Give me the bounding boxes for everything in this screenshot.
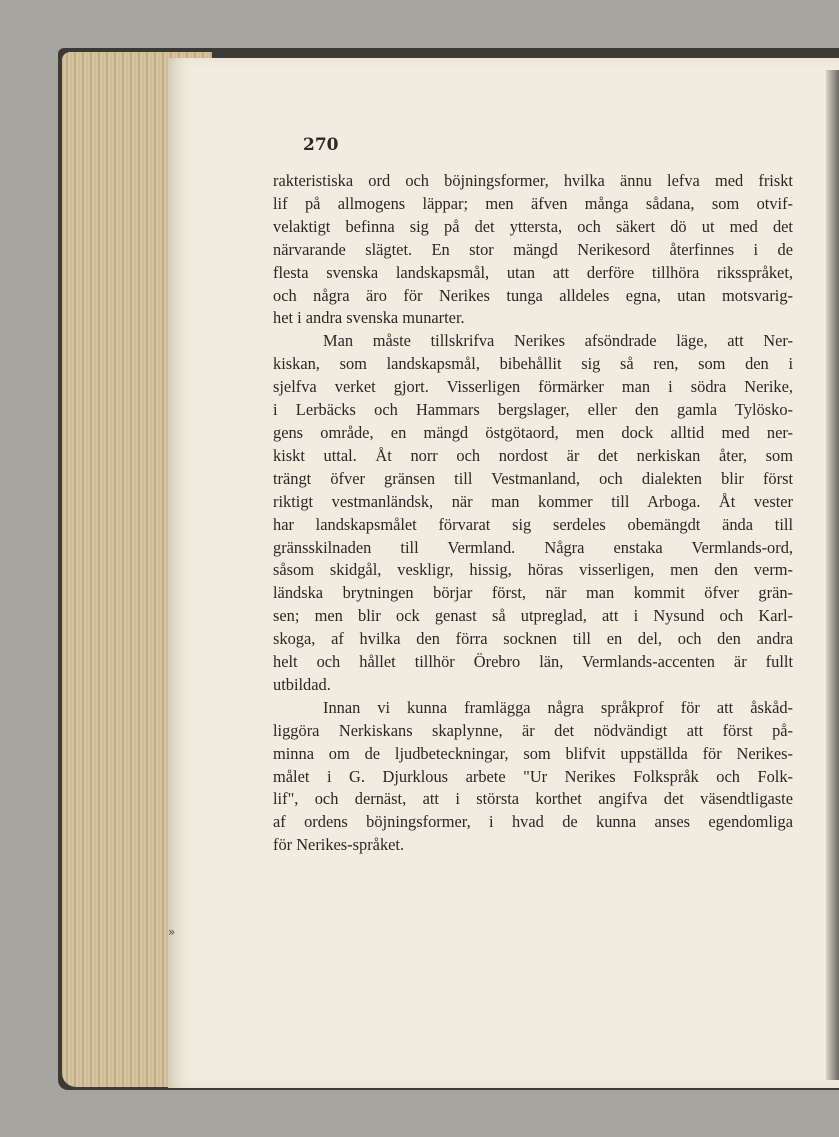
text-line: i Lerbäcks och Hammars bergslager, eller den gamla Tylösko- [273, 400, 793, 420]
text-line: rakteristiska ord och böjningsformer, hvilka ännu lefva med friskt [273, 171, 793, 190]
text-line: målet i G. Djurklous arbete "Ur Nerikes Folkspråk och Folk- [273, 766, 793, 786]
body-text [273, 170, 793, 857]
text-line: flesta svenska landskapsmål, utan att derföre tillhöra riksspråket, [273, 262, 793, 282]
text-line: Innan vi kunna framlägga några språkprof för att åskåd- [323, 697, 793, 717]
text-line: gens område, en mängd östgötaord, men dock alltid med ner- [273, 422, 793, 442]
text-line: sjelfva verket gjort. Visserligen förmärker man i södra Nerike, [273, 377, 793, 397]
text-line: Man måste tillskrifva Nerikes afsöndrade läge, att Ner- [323, 331, 793, 351]
text-line: ländska brytningen börjar först, när man kommit öfver grän- [273, 583, 793, 603]
text-line: närvarande slägtet. En stor mängd Nerikesord återfinnes i de [273, 239, 793, 259]
text-line: trängt öfver gränsen till Vestmanland, och dialekten blir först [273, 468, 793, 488]
page-number: 270 [303, 135, 339, 155]
text-line: utbildad. [273, 674, 331, 694]
text-line: kiskt uttal. Åt norr och nordost är det nerkiskan åter, som [273, 445, 793, 465]
text-line: helt och hållet tillhör Örebro län, Vermlands-accenten är fullt [273, 652, 793, 672]
text-line: lif", och dernäst, att i största korthet angifva det väsendtligaste [273, 789, 793, 809]
text-line: för Nerikes-språket. [273, 835, 405, 855]
text-line: och några äro för Nerikes tunga alldeles egna, utan motsvarig- [273, 285, 793, 305]
text-line: het i andra svenska munarter. [273, 308, 465, 328]
text-line: kiskan, som landskapsmål, bibehållit sig så ren, som den i [273, 354, 793, 374]
text-line: riktigt vestmanländsk, när man kommer till Arboga. Åt vester [273, 491, 793, 511]
text-line: velaktigt befinna sig på det yttersta, och säkert dö ut med det [273, 216, 793, 236]
text-line: har landskapsmålet förvarat sig serdeles obemängdt ända till [273, 514, 793, 534]
page-gutter-shadow [826, 70, 839, 1080]
text-line: såsom skidgål, veskligr, hissig, höras visserligen, men den verm- [273, 560, 793, 580]
margin-mark: » [168, 925, 176, 939]
text-line: gränsskilnaden till Vermland. Några enstaka Vermlands-ord, [273, 537, 793, 557]
text-line: minna om de ljudbeteckningar, som blifvit uppställda för Nerikes- [273, 743, 793, 763]
text-line: liggöra Nerkiskans skaplynne, är det nödvändigt att först på- [273, 720, 793, 740]
text-line: skoga, af hvilka den förra socknen till en del, och den andra [273, 629, 793, 649]
text-line: sen; men blir ock genast så utpreglad, att i Nysund och Karl- [273, 606, 793, 626]
text-line: lif på allmogens läppar; men äfven många sådana, som otvif- [273, 193, 793, 213]
text-line: af ordens böjningsformer, i hvad de kunna anses egendomliga [273, 812, 793, 832]
